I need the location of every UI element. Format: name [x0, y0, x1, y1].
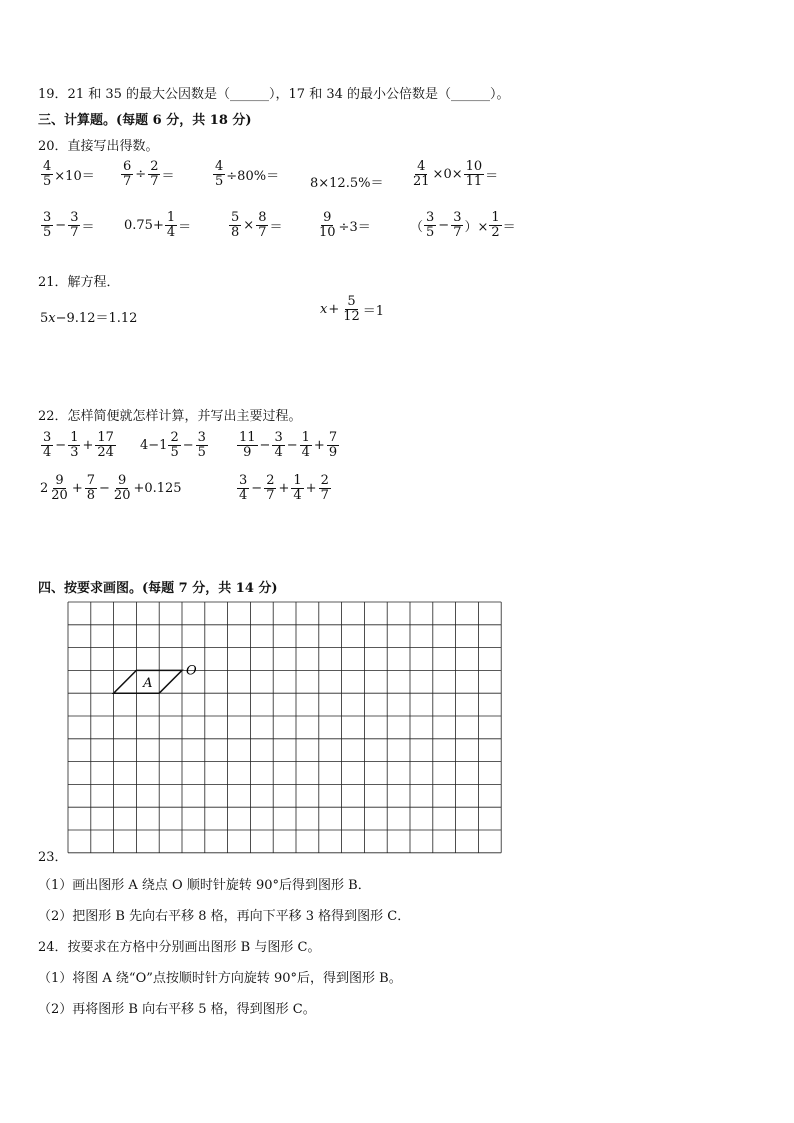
expression-20-8: $\frac{5}{8}$ × $\frac{8}{7}$ ＝: [231, 210, 283, 240]
expression-20-6: $\frac{3}{5}$ − $\frac{3}{7}$ ＝: [43, 210, 95, 240]
expression-20-7: 0.75+ $\frac{1}{4}$ ＝: [124, 210, 192, 240]
expression-22-5: $\frac{3}{4}$ − $\frac{2}{7}$ + $\frac{1}{4}$ + $\frac{2}{7}$: [239, 473, 329, 503]
fraction: $\frac{9}{20}$: [51, 473, 68, 503]
section-3-title: 三、计算题。(每题 6 分，共 18 分): [38, 113, 252, 128]
question-19: [38, 83, 510, 102]
fraction: $\frac{3}{4}$: [43, 430, 52, 460]
expression-22-3: $\frac{11}{9}$ − $\frac{3}{4}$ − $\frac{1}{4}$ + $\frac{7}{9}$: [239, 430, 338, 460]
question-24-part-2: （2）再将图形 B 向右平移 5 格，得到图形 C。: [38, 1002, 316, 1017]
drawing-grid[interactable]: [66, 600, 506, 862]
expression-22-4: 2 $\frac{9}{20}$ + $\frac{7}{8}$ − $\frac{9}{20}$ +0.125: [40, 473, 182, 503]
fraction: $\frac{3}{5}$: [197, 430, 206, 460]
fraction: $\frac{9}{20}$: [113, 473, 131, 503]
equation-21-1: 5x−9.12＝1.12: [40, 311, 138, 326]
expression-20-1: $\frac{4}{5}$ ×10＝: [43, 159, 95, 189]
question-text: 21 和 35 的最大公因数是（: [67, 87, 231, 102]
question-24-title: 24．按要求在方格中分别画出图形 B 与图形 C。: [38, 940, 321, 955]
expression-22-2: 4−1 $\frac{2}{5}$ − $\frac{3}{5}$: [140, 430, 206, 460]
expression-20-4: 8×12.5%＝: [310, 176, 384, 191]
answer-blank[interactable]: ______: [451, 87, 491, 102]
fraction: $\frac{3}{4}$: [239, 473, 248, 503]
shape-a-label: A: [143, 675, 153, 691]
fraction: $\frac{1}{3}$: [70, 430, 79, 460]
fraction: $\frac{4}{5}$: [215, 159, 224, 189]
question-23-part-2: （2）把图形 B 先向右平移 8 格，再向下平移 3 格得到图形 C．: [38, 909, 411, 924]
question-21-title: 21．解方程．: [38, 275, 120, 290]
fraction: $\frac{8}{7}$: [258, 210, 267, 240]
fraction: $\frac{3}{5}$: [426, 210, 435, 240]
fraction: $\frac{3}{4}$: [274, 430, 283, 460]
fraction: $\frac{7}{9}$: [328, 430, 338, 460]
fraction: $\frac{1}{2}$: [491, 210, 500, 240]
question-23-part-1: （1）画出图形 A 绕点 O 顺时针旋转 90°后得到图形 B．: [38, 878, 371, 893]
equation-21-2: x + $\frac{5}{12}$ ＝1: [320, 294, 385, 324]
question-20-title: 20．直接写出得数。: [38, 139, 159, 154]
question-text: ）。: [490, 87, 510, 102]
expression-20-3: $\frac{4}{5}$ ÷80%＝: [215, 159, 280, 189]
fraction: $\frac{3}{7}$: [453, 210, 462, 240]
fraction: $\frac{4}{21}$: [413, 159, 430, 189]
fraction: $\frac{2}{7}$: [266, 473, 275, 503]
fraction: $\frac{5}{8}$: [231, 210, 240, 240]
fraction: $\frac{3}{5}$: [43, 210, 52, 240]
fraction: $\frac{1}{4}$: [166, 210, 176, 240]
fraction: $\frac{2}{7}$: [150, 159, 159, 189]
answer-blank[interactable]: ______: [230, 87, 270, 102]
expression-20-5: $\frac{4}{21}$ ×0× $\frac{10}{11}$ ＝: [413, 159, 499, 189]
question-22-title: 22．怎样简便就怎样计算，并写出主要过程。: [38, 409, 302, 424]
grid-lines: [68, 602, 501, 853]
expression-22-1: $\frac{3}{4}$ − $\frac{1}{3}$ + $\frac{17}{24}$: [43, 430, 114, 460]
section-4-title: 四、按要求画图。(每题 7 分，共 14 分): [38, 581, 278, 596]
fraction: $\frac{9}{10}$: [319, 210, 336, 240]
fraction: $\frac{10}{11}$: [465, 159, 483, 189]
question-number: 19．: [38, 87, 68, 102]
fraction: $\frac{11}{9}$: [239, 430, 256, 460]
fraction: $\frac{1}{4}$: [301, 430, 310, 460]
fraction: $\frac{5}{12}$: [343, 294, 360, 324]
expression-20-2: $\frac{6}{7}$ ÷ $\frac{2}{7}$ ＝: [123, 159, 175, 189]
question-23-number: 23．: [38, 850, 68, 865]
fraction: $\frac{2}{5}$: [170, 430, 179, 460]
expression-20-9: $\frac{9}{10}$ ÷3＝: [319, 210, 371, 240]
fraction: $\frac{7}{8}$: [86, 473, 96, 503]
expression-20-10: （ $\frac{3}{5}$ − $\frac{3}{7}$ ）× $\frac{1}{2}$ ＝: [410, 210, 516, 240]
fraction: $\frac{4}{5}$: [43, 159, 52, 189]
question-text: ），17 和 34 的最小公倍数是（: [269, 87, 452, 102]
fraction: $\frac{2}{7}$: [320, 473, 329, 503]
fraction: $\frac{3}{7}$: [70, 210, 79, 240]
fraction: $\frac{6}{7}$: [123, 159, 132, 189]
fraction: $\frac{17}{24}$: [97, 430, 114, 460]
point-o-label: O: [186, 663, 197, 679]
question-24-part-1: （1）将图 A 绕“O”点按顺时针方向旋转 90°后，得到图形 B。: [38, 971, 402, 986]
fraction: $\frac{1}{4}$: [293, 473, 302, 503]
